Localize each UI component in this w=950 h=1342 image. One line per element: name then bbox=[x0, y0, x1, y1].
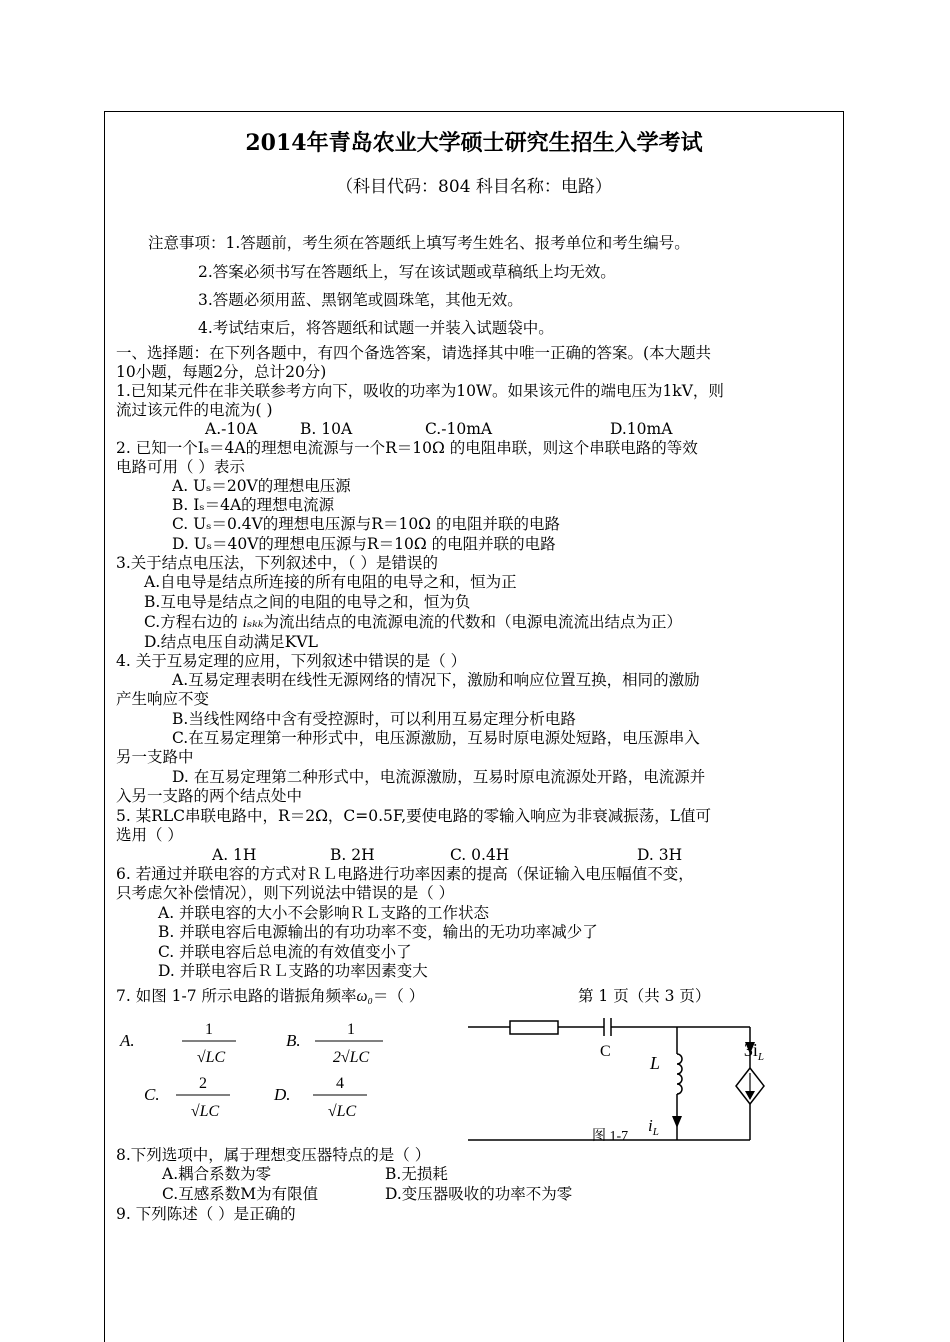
q2-option-c: C. Uₛ＝0.4V的理想电压源与R＝10Ω 的电阻并联的电路 bbox=[172, 515, 560, 533]
q3-isk-symbol: iₛₖₖ bbox=[242, 614, 264, 631]
q8-option-d: D.变压器吸收的功率不为零 bbox=[385, 1185, 573, 1203]
q4-option-b: B.当线性网络中含有受控源时，可以利用互易定理分析电路 bbox=[172, 710, 576, 728]
q3-option-b: B.互电导是结点之间的电阻的电导之和，恒为负 bbox=[144, 593, 471, 611]
q3-option-d: D.结点电压自动满足KVL bbox=[144, 633, 318, 651]
q7-option-a-den: √LC bbox=[196, 1049, 226, 1066]
q6-option-c: C. 并联电容后总电流的有效值变小了 bbox=[158, 943, 412, 961]
q7-stem-pre: 7. 如图 1-7 所示电路的谐振角频率 bbox=[116, 987, 357, 1005]
q2-option-a: A. Uₛ＝20V的理想电压源 bbox=[172, 477, 351, 495]
note-2: 2.答案必须书写在答题纸上，写在该试题或草稿纸上均无效。 bbox=[198, 263, 616, 281]
figure-1-7-circuit bbox=[468, 1012, 768, 1147]
q8-option-a: A.耦合系数为零 bbox=[162, 1165, 272, 1183]
q7-option-c-num: 2 bbox=[199, 1075, 207, 1092]
q4-option-c-line1: C.在互易定理第一种形式中，电压源激励，互易时原电源处短路，电压源串入 bbox=[172, 729, 700, 747]
q5-line2: 选用（ ） bbox=[116, 826, 183, 844]
source-label: $3i_L$ bbox=[743, 1040, 764, 1063]
page-number: 第 1 页（共 3 页） bbox=[578, 987, 711, 1005]
inductor-label: L bbox=[650, 1053, 661, 1073]
q5-option-d: D. 3H bbox=[637, 846, 683, 864]
q3-option-a: A.自电导是结点所连接的所有电阻的电导之和，恒为正 bbox=[144, 573, 517, 591]
exam-title: 2014年青岛农业大学硕士研究生招生入学考试 bbox=[245, 130, 703, 156]
q4-option-d-line1: D. 在互易定理第二种形式中，电流源激励，互易时原电流源处开路，电流源并 bbox=[172, 768, 706, 786]
q7-options bbox=[110, 1012, 400, 1132]
q3-option-c-pre: C.方程右边的 bbox=[144, 613, 243, 631]
q5-line1: 5. 某RLC串联电路中，R＝2Ω，C=0.5F,要使电路的零输入响应为非衰减振荡，L值可 bbox=[116, 807, 711, 825]
exam-subtitle: （科目代码：804 科目名称：电路） bbox=[336, 177, 612, 197]
q7-omega-symbol: ω₀ bbox=[356, 988, 373, 1005]
figure-caption: 图 1-7 bbox=[592, 1129, 629, 1144]
q7-option-b-den: 2√LC bbox=[332, 1049, 370, 1066]
q6-option-a: A. 并联电容的大小不会影响ＲＬ支路的工作状态 bbox=[158, 904, 490, 922]
note-4: 4.考试结束后，将答题纸和试题一并装入试题袋中。 bbox=[198, 319, 554, 337]
q8-option-c: C.互感系数M为有限值 bbox=[162, 1185, 319, 1203]
q4-stem: 4. 关于互易定理的应用，下列叙述中错误的是（ ） bbox=[116, 652, 467, 670]
q5-option-a: A. 1H bbox=[212, 846, 257, 864]
section1-line2: 10小题，每题2分，总计20分) bbox=[116, 363, 327, 381]
q7-option-d-num: 4 bbox=[336, 1075, 344, 1092]
q4-option-d-line2: 入另一支路的两个结点处中 bbox=[116, 787, 303, 805]
q2-option-d: D. Uₛ＝40V的理想电压源与R＝10Ω 的电阻并联的电路 bbox=[172, 535, 556, 553]
q4-option-a-line1: A.互易定理表明在线性无源网络的情况下，激励和响应位置互换，相同的激励 bbox=[172, 671, 700, 689]
q3-option-c bbox=[144, 612, 682, 633]
q5-option-b: B. 2H bbox=[330, 846, 375, 864]
q6-line2: 只考虑欠补偿情况），则下列说法中错误的是（ ） bbox=[116, 884, 455, 902]
q7-option-b-num: 1 bbox=[347, 1021, 355, 1038]
current-arrow-icon bbox=[672, 1116, 682, 1128]
inductor bbox=[677, 1054, 682, 1094]
q7-option-c-label: C. bbox=[144, 1085, 160, 1104]
q5-option-c: C. 0.4H bbox=[450, 846, 510, 864]
q6-option-b: B. 并联电容后电源输出的有功功率不变，输出的无功功率减少了 bbox=[158, 923, 598, 941]
current-label: $i_L$ bbox=[648, 1116, 659, 1138]
note-3: 3.答题必须用蓝、黑钢笔或圆珠笔，其他无效。 bbox=[198, 291, 523, 309]
capacitor-label: C bbox=[600, 1043, 611, 1060]
q4-option-a-line2: 产生响应不变 bbox=[116, 690, 210, 708]
q1-option-c: C.-10mA bbox=[425, 420, 493, 438]
q1-option-a: A.-10A bbox=[205, 420, 258, 438]
q1-line2: 流过该元件的电流为( ) bbox=[116, 401, 273, 419]
q7-option-d-label: D. bbox=[274, 1085, 291, 1104]
q6-line1: 6. 若通过并联电容的方式对ＲＬ电路进行功率因素的提高（保证输入电压幅值不变， bbox=[116, 865, 694, 883]
q7-option-a-num: 1 bbox=[205, 1021, 213, 1038]
section1-line1: 一、选择题：在下列各题中，有四个备选答案，请选择其中唯一正确的答案。(本大题共 bbox=[116, 344, 712, 362]
q7-option-d-den: √LC bbox=[327, 1103, 357, 1120]
q1-option-d: D.10mA bbox=[610, 420, 673, 438]
q6-option-d: D. 并联电容后ＲＬ支路的功率因素变大 bbox=[158, 962, 428, 980]
q8-option-b: B.无损耗 bbox=[385, 1165, 448, 1183]
q7-stem bbox=[116, 986, 424, 1007]
q2-option-b: B. Iₛ＝4A的理想电流源 bbox=[172, 496, 335, 514]
q4-option-c-line2: 另一支路中 bbox=[116, 748, 194, 766]
q7-option-a-label: A. bbox=[120, 1031, 135, 1050]
q8-stem: 8.下列选项中，属于理想变压器特点的是（ ） bbox=[116, 1146, 431, 1164]
q1-option-b: B. 10A bbox=[300, 420, 353, 438]
q1-line1: 1.已知某元件在非关联参考方向下，吸收的功率为10W。如果该元件的端电压为1kV，则 bbox=[116, 382, 724, 400]
q7-option-b-label: B. bbox=[286, 1031, 301, 1050]
q3-option-c-post: 为流出结点的电流源电流的代数和（电源电流流出结点为正） bbox=[263, 613, 683, 631]
q3-stem: 3.关于结点电压法，下列叙述中，（ ）是错误的 bbox=[116, 554, 438, 572]
q2-line1: 2. 已知一个Iₛ＝4A的理想电流源与一个R＝10Ω 的电阻串联，则这个串联电路的等效 bbox=[116, 439, 698, 457]
q7-option-c-den: √LC bbox=[190, 1103, 220, 1120]
resistor bbox=[510, 1021, 558, 1034]
q7-stem-post: ＝（ ） bbox=[372, 987, 425, 1005]
q2-line2: 电路可用（ ）表示 bbox=[116, 458, 245, 476]
q9-stem: 9. 下列陈述（ ）是正确的 bbox=[116, 1205, 296, 1223]
note-1: 注意事项：1.答题前，考生须在答题纸上填写考生姓名、报考单位和考生编号。 bbox=[148, 234, 690, 252]
